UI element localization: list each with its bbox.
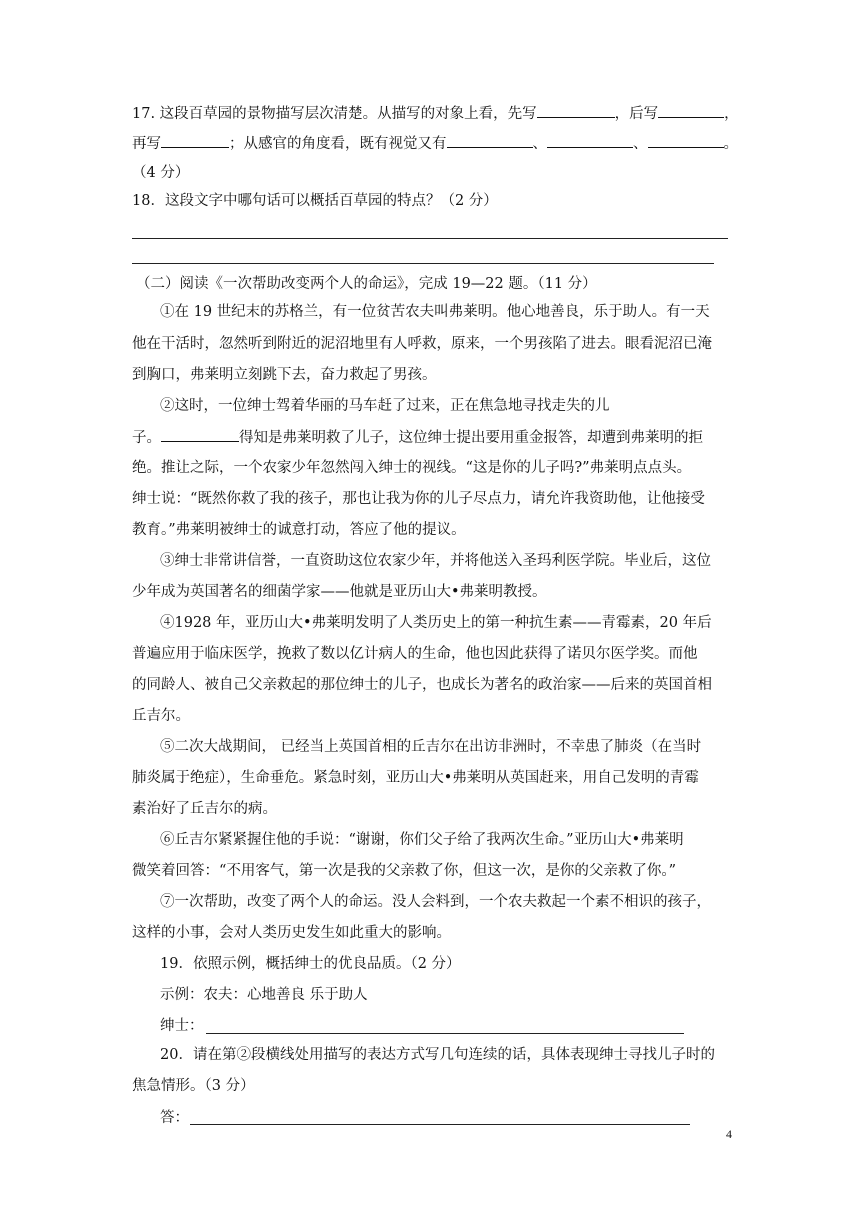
q17-line2 [132,133,738,154]
q20-question-line1: 20．请在第②段横线处用描写的表达方式写几句连续的话，具体表现绅士寻找儿子时的 [160,1047,715,1063]
para5-line3: 素治好了丘吉尔的病。 [132,801,277,817]
q19-answer-row [160,1016,204,1036]
page-number: 4 [726,1127,732,1141]
para2-line1: ②这时，一位绅士驾着华丽的马车赶了过来，正在焦急地寻找走失的儿 [160,398,610,414]
q17-period: 。 [723,136,738,152]
para6-line1: ⑥丘吉尔紧紧握住他的手说：“谢谢，你们父子给了我两次生命。”亚历山大•弗莱明 [160,832,684,848]
q19-question: 19．依照示例，概括绅士的优良品质。（2 分） [160,956,461,972]
q17-score: （4 分） [132,165,190,181]
para7-line1: ⑦一次帮助，改变了两个人的命运。没人会料到，一个农夫救起一个素不相识的孩子， [160,894,711,910]
q17-blank-2[interactable] [658,103,724,118]
para2-line2 [132,427,703,448]
para4-line1: ④1928 年，亚历山大•弗莱明发明了人类历史上的第一种抗生素——青霉素，20 年后 [160,615,712,631]
q17-line2-b: ；从感官的角度看，既有视觉又有 [229,136,447,152]
para4-line3: 的同龄人、被自己父亲救起的那位绅士的儿子，也成长为著名的政治家——后来的英国首相 [132,677,712,693]
q17-blank-1[interactable] [537,103,615,118]
para2-line3: 绝。推让之际，一个农家少年忽然闯入绅士的视线。“这是你的儿子吗?”弗莱明点点头。 [132,460,692,476]
q19-answer-label: 绅士： [160,1018,204,1034]
para2-blank[interactable] [161,427,239,442]
para2-line2-b: 得知是弗莱明救了儿子，这位绅士提出要用重金报答，却遭到弗莱明的拒 [239,430,703,446]
q20-answer-label: 答： [160,1110,189,1126]
q18-answer-line-1[interactable] [132,238,728,239]
q17-prefix: 17. 这段百草园的景物描写层次清楚。从描写的对象上看，先写 [132,106,537,122]
para1-line2: 他在干活时，忽然听到附近的泥沼地里有人呼救，原来，一个男孩陷了进去。眼看泥沼已淹 [132,336,712,352]
q19-example: 示例：农夫：心地善良 乐于助人 [160,987,368,1003]
para5-line2: 肺炎属于绝症），生命垂危。紧急时刻，亚历山大•弗莱明从英国赶来，用自己发明的青霉 [132,770,699,786]
para2-line4: 绅士说：“既然你救了我的孩子，那也让我为你的儿子尽点力，请允许我资助他，让他接受 [132,491,705,507]
para5-line1: ⑤二次大战期间， 已经当上英国首相的丘吉尔在出访非洲时，不幸患了肺炎（在当时 [160,739,702,755]
q17-line1 [132,103,739,124]
q20-answer-line[interactable] [190,1124,690,1125]
q20-answer-row [160,1108,189,1128]
q17-line2-a: 再写 [132,136,161,152]
para2-line2-a: 子。 [132,430,161,446]
para7-line2: 这样的小事，会对人类历史发生如此重大的影响。 [132,925,451,941]
q18-answer-line-2[interactable] [132,263,714,264]
q17-sep-1: 、 [532,136,547,152]
q17-blank-6[interactable] [648,133,724,148]
para4-line4: 丘吉尔。 [132,708,190,724]
q17-blank-3[interactable] [161,133,229,148]
para1-line3: 到胸口，弗莱明立刻跳下去，奋力救起了男孩。 [132,367,437,383]
q17-blank-4[interactable] [447,133,533,148]
para3-line2: 少年成为英国著名的细菌学家——他就是亚历山大•弗莱明教授。 [132,584,547,600]
q20-question-line2: 焦急情形。（3 分） [132,1078,255,1094]
q19-answer-line[interactable] [206,1033,684,1034]
q17-sep-2: 、 [633,136,648,152]
para4-line2: 普遍应用于临床医学，挽救了数以亿计病人的生命，他也因此获得了诺贝尔医学奖。而他 [132,646,698,662]
section-2-heading: （二）阅读《一次帮助改变两个人的命运》，完成 19—22 题。（11 分） [136,276,597,292]
q17-mid1: ，后写 [614,106,659,122]
q18-question: 18．这段文字中哪句话可以概括百草园的特点？（2 分） [132,193,498,209]
para3-line1: ③绅士非常讲信誉，一直资助这位农家少年，并将他送入圣玛利医学院。毕业后，这位 [160,553,711,569]
para2-line5: 教育。”弗莱明被绅士的诚意打动，答应了他的提议。 [132,522,466,538]
para6-line2: 微笑着回答：“不用客气，第一次是我的父亲救了你，但这一次，是你的父亲救了你。” [132,863,677,879]
para1-line1: ①在 19 世纪末的苏格兰，有一位贫苦农夫叫弗莱明。他心地善良，乐于助人。有一天 [160,304,710,320]
q17-comma: ， [724,106,739,122]
q17-blank-5[interactable] [547,133,633,148]
